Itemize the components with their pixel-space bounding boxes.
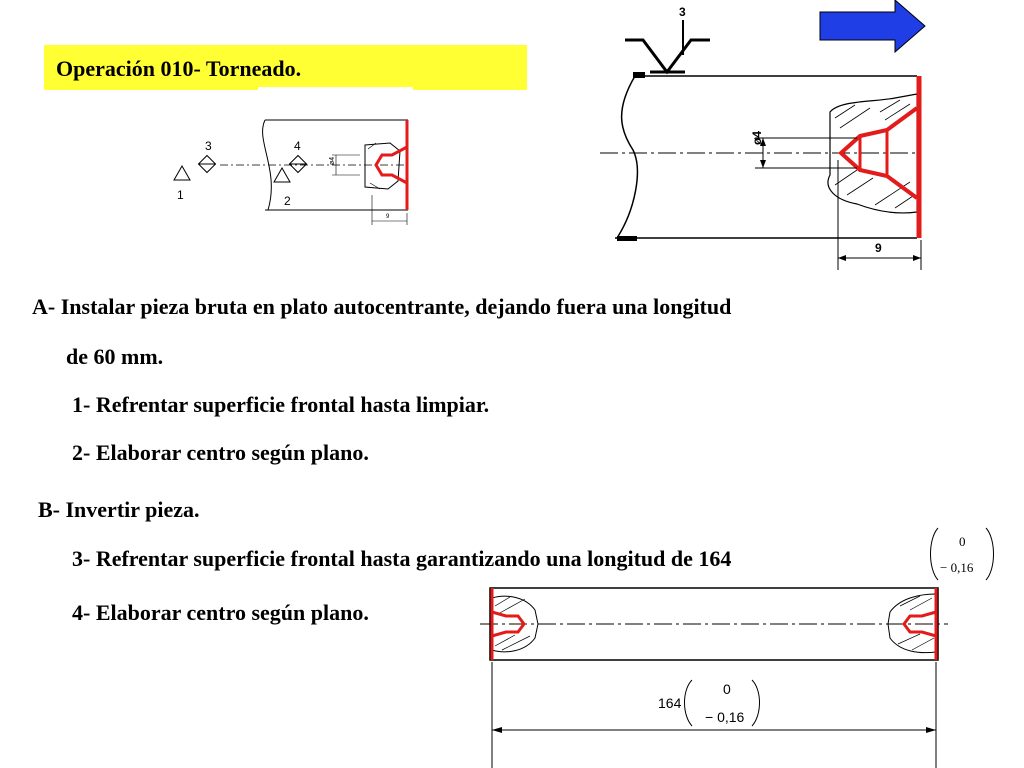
large-symbol-label: 3 <box>679 5 686 19</box>
bottom-tolerance-upper: 0 <box>723 681 731 697</box>
direction-arrow-icon <box>820 0 925 52</box>
inline-tolerance-lower: − 0,16 <box>940 560 974 575</box>
step-3: 3- Refrentar superficie frontal hasta garantizando una longitud de 164 <box>72 546 732 571</box>
inline-tolerance <box>926 524 996 584</box>
step-2: 2- Elaborar centro según plano. <box>72 440 369 465</box>
small-diameter-label: ø4 <box>329 156 336 165</box>
small-label-2: 2 <box>284 194 291 208</box>
step-a-line1: A- Instalar pieza bruta en plato autocentrante, dejando fuera una longitud <box>32 294 732 319</box>
bottom-part-drawing <box>480 580 950 768</box>
step-1: 1- Refrentar superficie frontal hasta limpiar. <box>72 392 490 417</box>
small-length-label: 9 <box>386 214 390 220</box>
locating-symbol-1 <box>174 166 190 180</box>
step-a-line2: de 60 mm. <box>66 344 164 369</box>
small-label-4: 4 <box>294 139 301 153</box>
step-4: 4- Elaborar centro según plano. <box>72 600 369 625</box>
bottom-tolerance-lower: − 0,16 <box>705 709 745 725</box>
small-label-1: 1 <box>177 188 184 202</box>
page-title: Operación 010- Torneado. <box>56 56 302 81</box>
large-diameter-label: ø4 <box>750 130 764 145</box>
inline-tolerance-upper: 0 <box>959 534 966 549</box>
locating-symbol-2 <box>274 168 290 182</box>
large-part-drawing <box>595 0 935 275</box>
small-label-3: 3 <box>205 139 212 153</box>
bottom-nominal: 164 <box>658 695 682 711</box>
clamp-symbol-icon <box>625 40 710 72</box>
small-part-drawing <box>160 85 420 235</box>
large-length-label: 9 <box>875 241 882 255</box>
step-b: B- Invertir pieza. <box>38 497 200 522</box>
